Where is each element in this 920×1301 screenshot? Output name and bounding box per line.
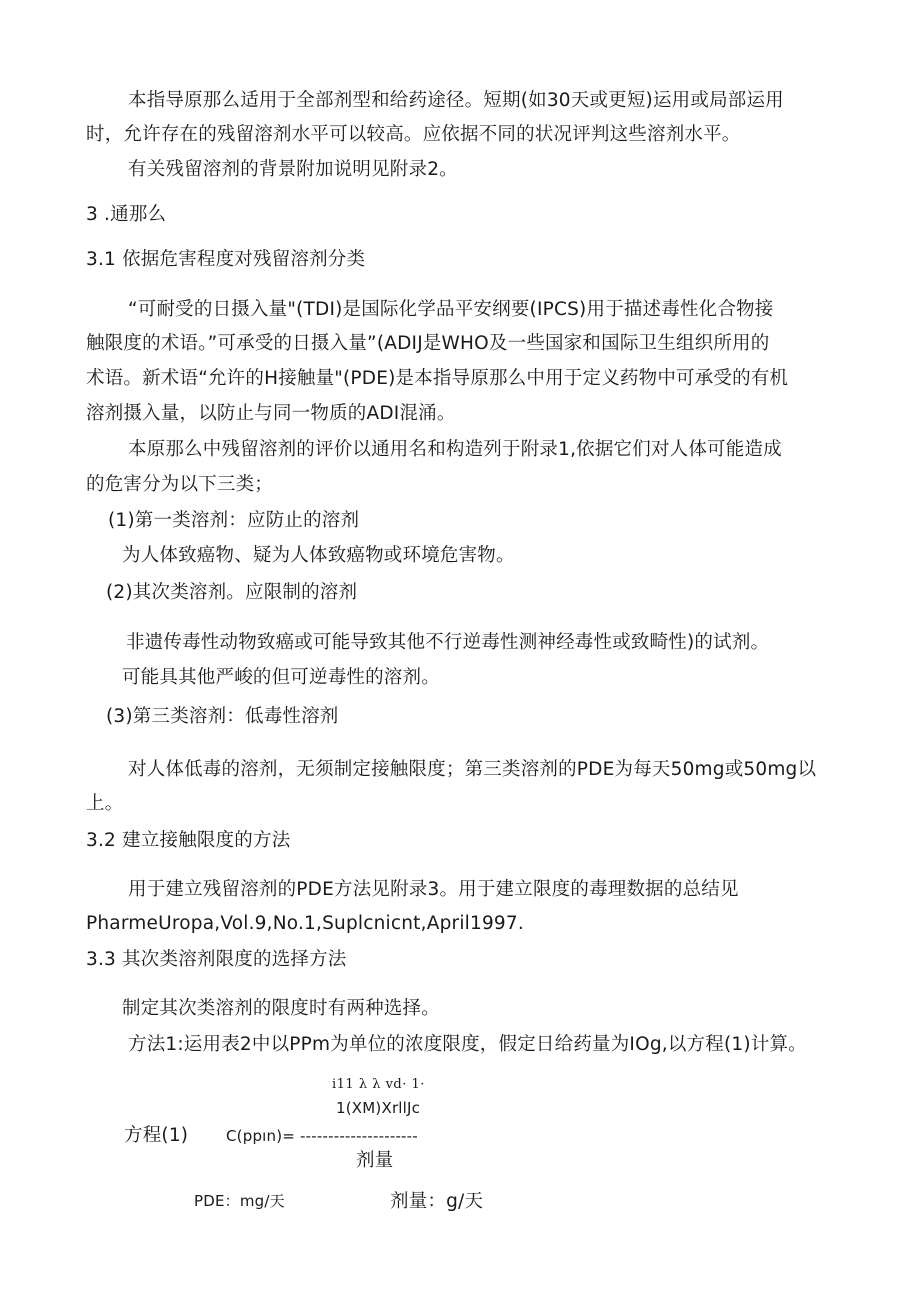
class2-desc1: 非遗传毒性动物致癌或可能导致其他不行逆毒性测神经毒性或致畸性)的试剂。 xyxy=(126,632,770,653)
equation-lhs: C(ppın)= --------------------- xyxy=(226,1127,418,1145)
section-3-2-heading: 3.2 建立接触限度的方法 xyxy=(86,830,291,851)
s31-para2-line2: 的危害分为以下三类； xyxy=(86,474,274,495)
section-3-3-heading: 3.3 其次类溶剂限度的选择方法 xyxy=(86,949,347,970)
s31-para1-line1: “可耐受的日摄入量"(TDI)是国际化学品平安纲要(IPCS)用于描述毒性化合物接 xyxy=(128,299,774,320)
s31-para2-line1: 本原那么中残留溶剂的评价以通用名和构造列于附录1,依据它们对人体可能造成 xyxy=(128,439,782,460)
equation-denominator: 剂量 xyxy=(356,1150,394,1171)
equation-label: 方程(1) xyxy=(124,1125,189,1146)
s32-para-line2: PharmeUropa,Vol.9,No.1,Suplcnicnt,April1997. xyxy=(86,913,524,934)
class3-title: (3)第三类溶剂：低毒性溶剂 xyxy=(106,706,339,727)
equation-garbled-top: i11 λ λ vd· 1· xyxy=(332,1077,425,1092)
s33-para2: 方法1:运用表2中以PPm为单位的浓度限度，假定日给药量为IOg,以方程(1)计算。 xyxy=(128,1034,807,1055)
section-3-1-heading: 3.1 依据危害程度对残留溶剂分类 xyxy=(86,249,366,270)
section-3-heading: 3 .通那么 xyxy=(86,204,167,225)
s31-para1-line4: 溶剂摄入量，以防止与同一物质的ADI混涌。 xyxy=(86,403,456,424)
class2-desc2: 可能具其他严峻的但可逆毒性的溶剂。 xyxy=(122,667,440,688)
para1-line2: 时，允许存在的残留溶剂水平可以较高。应依据不同的状况评判这些溶剂水平。 xyxy=(86,124,741,145)
s31-para1-line3: 术语。新术语“允许的H接触量"(PDE)是本指导原那么中用于定义药物中可承受的有机 xyxy=(86,368,789,389)
pde-unit: PDE：mg/天 xyxy=(194,1192,285,1210)
equation-numerator: 1(XM)XrllJc xyxy=(336,1099,421,1117)
class2-title: (2)其次类溶剂。应限制的溶剂 xyxy=(106,582,358,603)
s31-para1-line2: 触限度的术语。”可承受的日摄入量”(ADIJ是WHO及一些国家和国际卫生组织所用的 xyxy=(86,333,770,354)
s32-para-line1: 用于建立残留溶剂的PDE方法见附录3。用于建立限度的毒理数据的总结见 xyxy=(128,879,739,900)
dose-unit: 剂量：g/天 xyxy=(390,1191,484,1212)
para2: 有关残留溶剂的背景附加说明见附录2。 xyxy=(128,159,458,180)
class3-desc-line2: 上。 xyxy=(86,793,124,814)
class1-title: (1)第一类溶剂：应防止的溶剂 xyxy=(108,510,360,531)
class1-desc: 为人体致癌物、疑为人体致癌物或环境危害物。 xyxy=(122,545,515,566)
para1-line1: 本指导原那么适用于全部剂型和给药途径。短期(如30天或更短)运用或局部运用 xyxy=(128,90,784,111)
s33-para1: 制定其次类溶剂的限度时有两种选择。 xyxy=(122,998,440,1019)
class3-desc-line1: 对人体低毒的溶剂，无须制定接触限度；第三类溶剂的PDE为每天50mg或50mg以 xyxy=(128,759,817,780)
